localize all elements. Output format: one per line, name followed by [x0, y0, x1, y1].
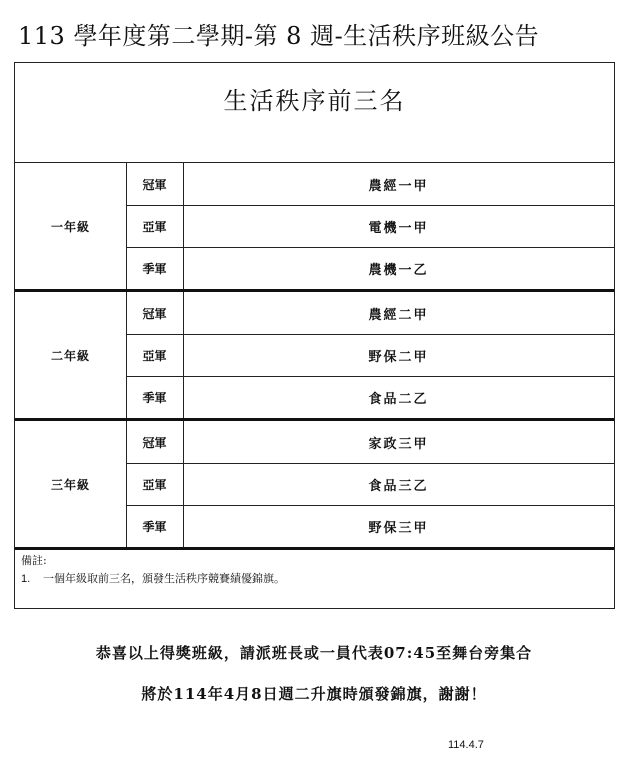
table-row: [126, 376, 614, 418]
class-name: 農經一甲: [368, 178, 429, 194]
notes-item-number: 1.: [21, 573, 31, 585]
table-row: [126, 463, 614, 505]
rank-label: 亞軍: [126, 206, 184, 247]
notes-label: 備註:: [21, 554, 47, 567]
table-heading-cell: [15, 63, 614, 163]
rank-label: 亞軍: [126, 335, 184, 376]
class-name: 電機一甲: [368, 221, 429, 236]
class-name: 農經二甲: [368, 307, 429, 323]
class-name: 野保三甲: [368, 521, 429, 536]
congrats-line-1: 恭喜以上得獎班級，請派班長或一員代表07:45至舞台旁集合: [95, 644, 533, 662]
rank-label: 冠軍: [126, 163, 184, 205]
class-name: 食品三乙: [368, 479, 429, 494]
table-row: [126, 421, 614, 463]
rank-label: 亞軍: [126, 464, 184, 505]
notes-item: [21, 570, 285, 586]
notes-section: [15, 547, 614, 610]
congrats-line-2: 將於114年4月8日週二升旗時頒發錦旗，謝謝！: [141, 685, 487, 703]
grade-section-2: [15, 292, 614, 418]
table-heading: 生活秩序前三名: [223, 87, 406, 115]
class-name: 農機一乙: [368, 263, 429, 278]
table-row: [126, 292, 614, 334]
ranking-table: [14, 62, 615, 609]
rank-label: 季軍: [126, 506, 184, 547]
rank-label: 季軍: [126, 377, 184, 418]
grade-label: 二年級: [15, 292, 127, 418]
class-name: 野保二甲: [368, 350, 429, 365]
table-row: [126, 247, 614, 289]
announcement-title: 113 學年度第二學期-第 8 週-生活秩序班級公告: [18, 22, 540, 50]
table-row: [126, 163, 614, 205]
grade-section-3: [15, 421, 614, 547]
date-label: 114.4.7: [448, 739, 484, 751]
rank-label: 冠軍: [126, 421, 184, 463]
notes-item-text: 一個年級取前三名，頒發生活秩序競賽績優錦旗。: [43, 572, 285, 585]
class-name: 家政三甲: [368, 436, 429, 452]
rank-label: 冠軍: [126, 292, 184, 334]
table-row: [126, 505, 614, 547]
grade-section-1: [15, 163, 614, 289]
grade-label: 三年級: [15, 421, 127, 547]
class-name: 食品二乙: [368, 392, 429, 407]
grade-label: 一年級: [15, 163, 127, 289]
table-row: [126, 334, 614, 376]
rank-label: 季軍: [126, 248, 184, 289]
table-row: [126, 205, 614, 247]
